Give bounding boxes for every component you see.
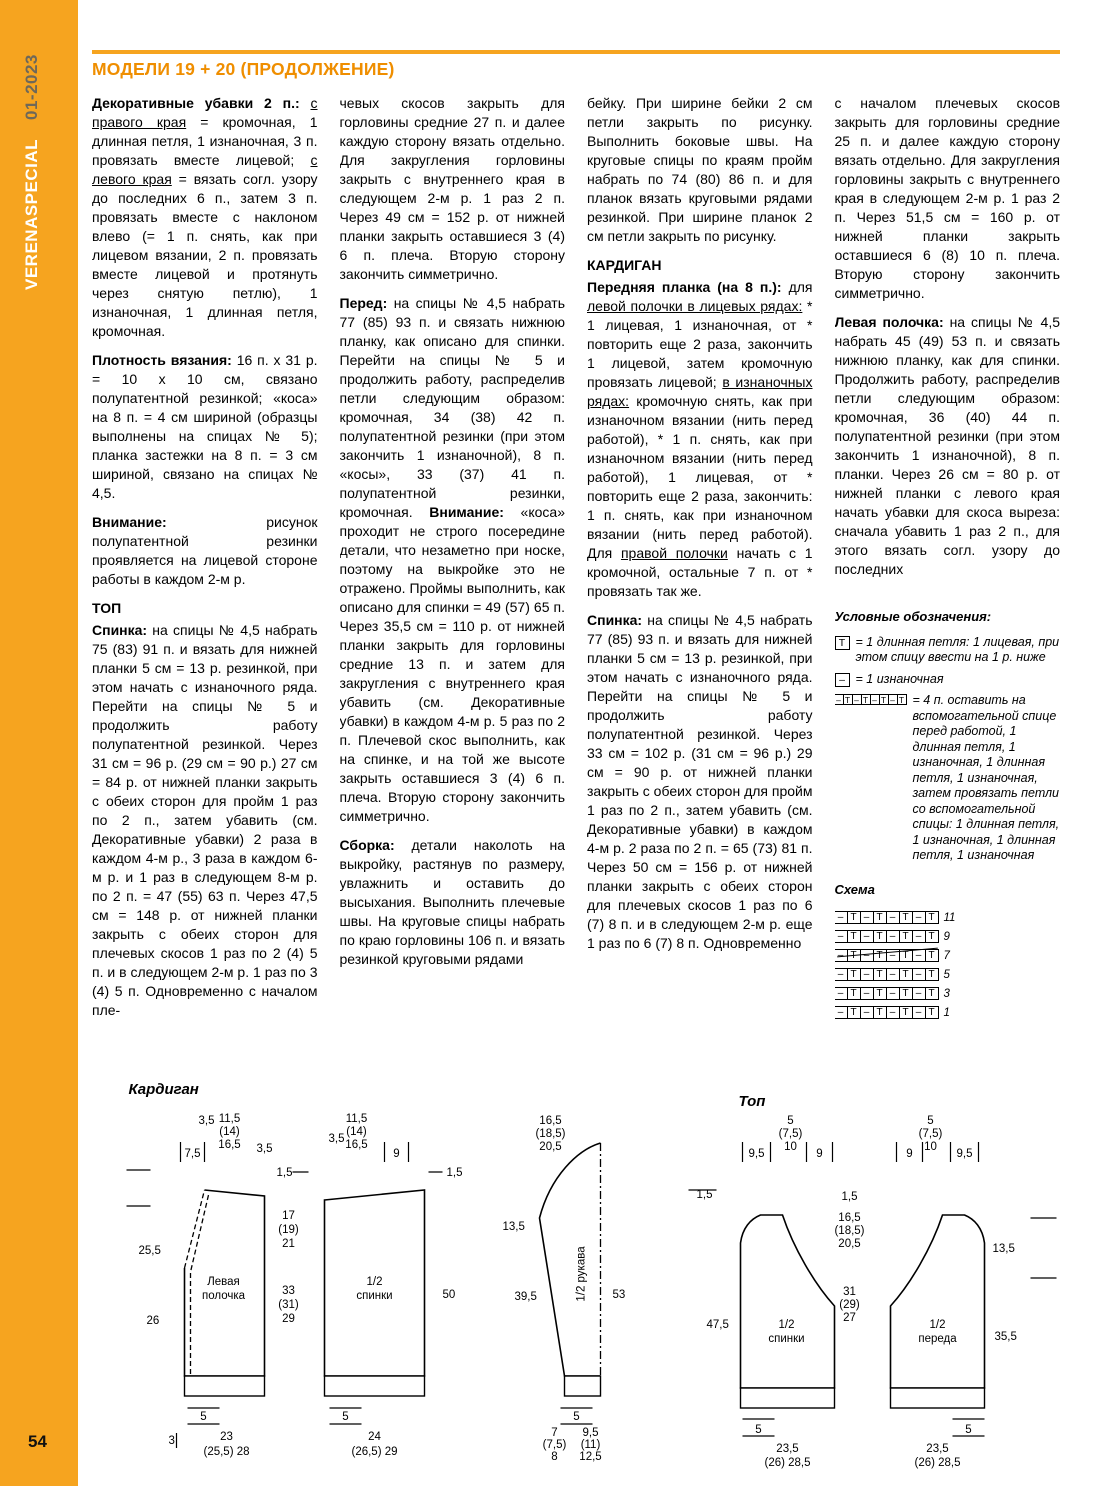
legend-item — [835, 672, 1061, 688]
text-segment: на спицы № 4,5 набрать 77 (85) 93 п. и связать нижнюю планку, как описано для спинки. Перейти на спицы № 5 и продолжить работу, распределив петли следующим образом: кромочная, 34 (38) 42 п. полупатентной резинки (при этом закончить 1 изнаночной), 8 п. «косы», 33 (37) 41 п. полупатентной резинки, кромочная. — [339, 295, 565, 520]
schematic-label: 5 — [342, 1411, 349, 1423]
legend-item-text: = 1 изнаночная — [855, 671, 944, 686]
schematic-label: 1,5 — [841, 1191, 858, 1203]
schematic-label: 47,5 — [706, 1319, 729, 1331]
run-in-heading: Спинка: — [92, 622, 148, 638]
schematic-label: 31 — [843, 1286, 856, 1298]
schematic-label: 9,5 — [582, 1427, 599, 1439]
schematic-label: (7,5) — [918, 1128, 943, 1140]
text-segment: кромочную снять, как при изнаночном вязании (нить перед работой), * 1 п. снять, как при изнаночном вязании (нить перед работой), 1 лицевая, от * повторить еще 2 раза, закончить: 1 п. снять, как при изнаночном вязании (нить перед работой). Для — [587, 393, 813, 561]
text-segment: на спицы № 4,5 набрать 77 (85) 93 п. и вязать для нижней планки 5 см = 13 р. резинкой, при этом начать с изнаночного ряда. Перейти на спицы № 5 и продолжить работу полупатентной резинкой. Через 33 см = 102 р. (31 см = 96 р.) 29 см = 90 р. от нижней планки закрыть с обеих сторон для пройм 1 раз по 2 п., затем убавить (см. Декоративные убавки) в каждом 4-м р. 2 раза по 2 п. = 65 (73) 81 п. Через 50 см = 156 р. от нижней планки закрыть с обеих сторон для плечевых скосов 1 раз по 6 (7) 8 п. и в следующем 2-м р. еще 1 раз по 6 (7) 8 п. Одновременно — [587, 612, 813, 951]
schematic-label: 23,5 — [926, 1443, 949, 1455]
long-stitch-symbol: T — [835, 636, 850, 650]
schematic-label: (14) — [346, 1126, 367, 1138]
paragraph — [340, 294, 566, 826]
chart-row: – T – T – T – T 5 — [835, 966, 956, 985]
text-segment: начать с 1 кромочной, остальные 7 п. от * провязать так же. — [587, 545, 813, 599]
section-heading-top: ТОП — [92, 600, 122, 616]
paragraph — [92, 513, 318, 589]
column-1 — [92, 94, 318, 1076]
run-in-heading: Плотность вязания: — [92, 352, 232, 368]
schematic-label: (18,5) — [535, 1128, 566, 1140]
top-half-front-shape — [891, 1215, 985, 1408]
schematic-label: 16,5 — [838, 1212, 861, 1224]
piece-label-half-front-top: 1/2 — [929, 1319, 946, 1331]
paragraph — [340, 836, 566, 969]
half-sleeve-shape — [540, 1143, 601, 1396]
legend-cable-symbol: – T – T – T – T — [835, 695, 907, 705]
text-segment: бейку. При ширине бейки 2 см петли закрыть по рисунку. Выполнить боковые швы. На круговые спицы по краям пройм набрать по 74 (80) 86 п. и для планок вязать круговыми рядами резинкой. При ширине планок 2 см петли закрыть по рисунку. — [587, 95, 813, 244]
underlined-term: с левого края — [92, 152, 318, 187]
schematic-label: 25,5 — [138, 1245, 161, 1257]
chart-row-number: 11 — [943, 911, 956, 924]
paragraph — [587, 94, 813, 246]
schematic-label: 39,5 — [514, 1291, 537, 1303]
text-segment: рисунок полупатентной резинки проявляется на лицевой стороне работы в каждом 2-м р. — [92, 514, 318, 587]
schematic-label: (19) — [278, 1224, 299, 1236]
chart-row: – T – T – T – T 7 — [835, 947, 956, 966]
page-number: 54 — [28, 1432, 47, 1451]
schematic-label: 5 — [573, 1411, 580, 1423]
schematic-label: (14) — [219, 1126, 240, 1138]
schematic-label: 24 — [368, 1431, 381, 1443]
run-in-heading: Передняя планка (на 8 п.): — [587, 279, 782, 295]
schematic-label: (26,5) 29 — [351, 1446, 398, 1458]
page-title: МОДЕЛИ 19 + 20 (ПРОДОЛЖЕНИЕ) — [92, 59, 395, 79]
chart-row-number: 5 — [943, 968, 950, 981]
issue-number: 01-2023 — [22, 53, 41, 120]
chart-title: Схема — [834, 881, 875, 897]
run-in-heading: Сборка: — [339, 837, 395, 853]
schematic-label: 13,5 — [992, 1243, 1015, 1255]
schematic-label: 10 — [784, 1141, 797, 1153]
schematic-label: 5 — [787, 1115, 794, 1127]
purl-stitch-symbol: – — [835, 673, 850, 687]
text-segment: для — [781, 279, 813, 295]
underlined-term: в изнаночных рядах: — [587, 374, 813, 409]
schematic-label: 7 — [551, 1427, 558, 1439]
text-segment: = кромочная, 1 длинная петля, 1 изнаночная, 3 п. провязать вместе лицевой; — [92, 114, 318, 168]
schematic-label: (29) — [839, 1299, 860, 1311]
schematic-label: (7,5) — [542, 1439, 567, 1451]
schematic-label: 23 — [220, 1431, 233, 1443]
spine-text — [22, 30, 42, 290]
magazine-brand: VERENASPECIAL — [22, 138, 41, 290]
schematic-label: 16,5 — [345, 1139, 368, 1151]
schematic-section-title-cardigan: Кардиган — [128, 1081, 199, 1098]
legend-item-text: = 4 п. оставить на вспомогательной спице перед работой, 1 длинная петля, 1 изнаночная, 1 длинная петля, 1 изнаночная, затем провязать петли со вспомогательной спицы: 1 длинная петля, 1 изнаночная, 1 длинная петля, 1 изнаночная — [912, 693, 1060, 862]
underlined-term: с правого края — [92, 95, 318, 130]
schematic-label: 20,5 — [838, 1238, 861, 1250]
run-in-heading: Декоративные убавки 2 п.: — [92, 95, 300, 111]
schematic-label: 9 — [816, 1148, 823, 1160]
chart-row: – T – T – T – T 1 — [835, 1004, 956, 1023]
schematic-label: 5 — [927, 1115, 934, 1127]
schematic-label: 16,5 — [539, 1115, 562, 1127]
schematic-label: 1,5 — [696, 1189, 713, 1201]
paragraph — [587, 611, 813, 953]
schematic-label: 11,5 — [218, 1113, 241, 1125]
text-segment: с началом плечевых скосов закрыть для горловины средние 25 п. и далее каждую сторону вязать отдельно. Для закругления горловины закрыть с внутреннего края в следующем 2-м р. 1 раз 2 п. Через 51,5 см = 160 р. от нижней планки закрыть оставшиеся 6 (8) 10 п. плеча. Вторую сторону закончить симметрично. — [834, 95, 1060, 301]
text-segment: детали наколоть на выкройку, растянув по размеру, увлажнить и оставить до высыхания. Выполнить плечевые швы. На круговые спицы набрать по краю горловины 106 п. и вязать резинкой круговыми рядами — [339, 837, 565, 967]
piece-label-half-back-top: 1/2 — [778, 1319, 795, 1331]
piece-label-half-back-top: спинки — [768, 1333, 805, 1345]
legend-item — [835, 693, 1061, 864]
schematic-label: 3 — [168, 1435, 175, 1447]
schematic-label: 50 — [442, 1289, 456, 1301]
schematic-label: (31) — [278, 1299, 299, 1311]
schematics-svg — [92, 1078, 1060, 1478]
text-segment: = вязать согл. узору до последних 6 п., затем 3 п. провязать вместе с наклоном влево (= 1 п. снять, как при лицевом вязании, 2 п. провязать вместе лицевой и протянуть через снятую петлю), 1 изнаночная, 1 длинная петля, кромочная. — [92, 171, 318, 339]
piece-label-half-sleeve: 1/2 рукава — [575, 1246, 588, 1302]
schematic-label: 17 — [282, 1210, 295, 1222]
schematic-label: 8 — [551, 1451, 558, 1463]
schematic-label: 27 — [843, 1312, 856, 1324]
run-in-heading: Внимание: — [429, 504, 504, 520]
paragraph — [92, 621, 318, 1020]
schematic-label: 5 — [755, 1424, 762, 1436]
piece-label-half-back-cardigan: 1/2 — [366, 1276, 383, 1288]
schematic-label: (26) 28,5 — [764, 1457, 811, 1469]
schematic-label: (26) 28,5 — [914, 1457, 961, 1469]
schematic-label: (25,5) 28 — [203, 1446, 250, 1458]
top-half-back-shape — [741, 1215, 835, 1408]
magazine-spine — [0, 0, 78, 1486]
text-segment: на спицы № 4,5 набрать 75 (83) 91 п. и вязать для нижней планки 5 см = 13 р. резинкой, при этом начать с изнаночного ряда. Перейти на спицы № 5 и продолжить работу полупатентной резинкой. Через 31 см = 96 р. (29 см = 90 р.) 27 см = 84 р. от нижней планки закрыть с обеих сторон для пройм 1 раз по 2 п., затем убавить (см. Декоративные убавки) 2 раза в каждом 4-м р., 3 раза в каждом 6-м р. и 1 раз в следующем 8-м р. по 2 п. = 47 (55) 63 п. Через 47,5 см = 148 р. от нижней планки закрыть с обеих сторон для плечевых скосов 1 раз по 2 (4) 5 п. и в следующем 2-м р. 1 раз по 3 (4) 5 п. Одновременно с началом пле- — [92, 622, 318, 1018]
schematic-label: 21 — [282, 1238, 295, 1250]
schematic-label: 9 — [906, 1148, 913, 1160]
column-3 — [587, 94, 813, 1076]
schematic-label: 29 — [282, 1313, 295, 1325]
chart-row: – T – T – T – T 11 — [835, 909, 956, 928]
run-in-heading: Спинка: — [587, 612, 643, 628]
schematic-label: 12,5 — [579, 1451, 602, 1463]
schematic-label: 1,5 — [276, 1167, 293, 1179]
schematic-label: 20,5 — [539, 1141, 562, 1153]
chart-row: – T – T – T – T 9 — [835, 928, 956, 947]
legend-title: Условные обозначения: — [834, 609, 992, 624]
schematic-label: 5 — [200, 1411, 207, 1423]
main-text — [92, 94, 1060, 1076]
legend-item-text: = 1 длинная петля: 1 лицевая, при этом спицу ввести на 1 р. ниже — [855, 634, 1060, 664]
underlined-term: правой полочки — [620, 545, 728, 561]
schematic-label: 13,5 — [502, 1221, 525, 1233]
schematic-label: 10 — [924, 1141, 937, 1153]
schematic-label: 53 — [612, 1289, 626, 1301]
schematic-label: 5 — [965, 1424, 972, 1436]
schematic-label: (18,5) — [834, 1225, 865, 1237]
paragraph — [835, 94, 1061, 303]
page-header — [92, 50, 1060, 80]
legend — [835, 609, 1061, 864]
run-in-heading: Левая полочка: — [834, 314, 944, 330]
schematic-label: 23,5 — [776, 1443, 799, 1455]
chart-row: – T – T – T – T 3 — [835, 985, 956, 1004]
schematic-section-title-top: Топ — [738, 1093, 766, 1110]
chart-row-number: 3 — [943, 987, 950, 1000]
chart-row-number: 9 — [943, 930, 950, 943]
schematic-label: 11,5 — [345, 1113, 368, 1125]
schematic-label: 7,5 — [184, 1148, 201, 1160]
schematic-label: 3,5 — [256, 1143, 273, 1155]
text-segment: «коса» проходит не строго посередине детали, что незаметно при носке, поэтому на выкройке это не отражено. Проймы выполнить, как описано для спинки = 49 (57) 65 п. Через 35,5 см = 110 р. от нижней планки закрыть для горловины средние 13 п. и затем для закругления с внутреннего края убавить (см. Декоративные убавки) в каждом 4-м р. 5 раз по 2 п. Плечевой скос выполнить, как на спинке, и на той же высоте закрыть оставшиеся 3 (4) 6 п. плеча. Вторую сторону закончить симметрично. — [339, 504, 565, 824]
piece-label-left-front: Левая — [207, 1276, 240, 1288]
paragraph — [92, 94, 318, 341]
section-heading-cardigan: КАРДИГАН — [587, 257, 662, 273]
column-4 — [835, 94, 1061, 1076]
column-2 — [340, 94, 566, 1076]
legend-item — [835, 635, 1061, 666]
chart-block — [835, 880, 1061, 1023]
piece-label-half-back-cardigan: спинки — [356, 1290, 393, 1302]
underlined-term: левой полочки в лицевых рядах: — [587, 298, 803, 314]
run-in-heading: Внимание: — [92, 514, 167, 530]
paragraph — [92, 351, 318, 503]
text-segment: чевых скосов закрыть для горловины средние 27 п. и далее каждую сторону вязать отдельно. Для закругления горловины закрыть с внутреннего края в следующем 2-м р. 1 раз 2 п. Через 49 см = 152 р. от нижней планки закрыть оставшиеся 3 (4) 6 п. плеча. Вторую сторону закончить симметрично. — [339, 95, 565, 282]
text-segment: 16 п. x 31 р. = 10 x 10 см, связано полупатентной резинкой; «коса» на 8 п. = 4 см шириной (образцы выполнены на спицах № 5); планка застежки на 8 п. = 3 см шириной, связано на спицах № 4,5. — [92, 352, 318, 501]
piece-label-left-front: полочка — [201, 1290, 246, 1302]
schematic-label: 26 — [146, 1315, 160, 1327]
schematic-label: 9,5 — [748, 1148, 765, 1160]
piece-label-half-front-top: переда — [918, 1333, 957, 1345]
run-in-heading: Перед: — [339, 295, 388, 311]
schematic-label: 16,5 — [218, 1139, 241, 1151]
schematic-label: 35,5 — [994, 1331, 1017, 1343]
chart-row-number: 1 — [943, 1006, 950, 1019]
schematic-label: 1,5 — [446, 1167, 463, 1179]
paragraph — [835, 313, 1061, 579]
schematic-label: 9,5 — [956, 1148, 973, 1160]
chart-row-number: 7 — [943, 949, 950, 962]
text-segment: * 1 лицевая, 1 изнаночная, от * повторить еще 2 раза, закончить 1 лицевой, затем кромочную провязать лицевой; — [587, 298, 813, 390]
schematic-label: 3,5 — [198, 1115, 215, 1127]
text-segment: на спицы № 4,5 набрать 45 (49) 53 п. и связать нижнюю планку, как для спинки. Продолжить работу, распределив петли следующим образом: кромочная, 36 (40) 44 п. полупатентной резинки (при этом закончить 1 изнаночной), 8 п. планки. Через 26 см = 80 р. от нижней планки с левого края начать убавки для скоса выреза: сначала убавить 1 раз 2 п., для этого вязать согл. узору до последних — [834, 314, 1060, 577]
knit-chart — [835, 909, 956, 1023]
schematic-label: 9 — [393, 1148, 400, 1160]
paragraph — [340, 94, 566, 284]
schematic-label: 33 — [282, 1285, 295, 1297]
schematic-label: (7,5) — [778, 1128, 803, 1140]
schematic-label: 3,5 — [328, 1133, 345, 1145]
schematic-label: (11) — [580, 1439, 601, 1451]
paragraph — [587, 278, 813, 601]
